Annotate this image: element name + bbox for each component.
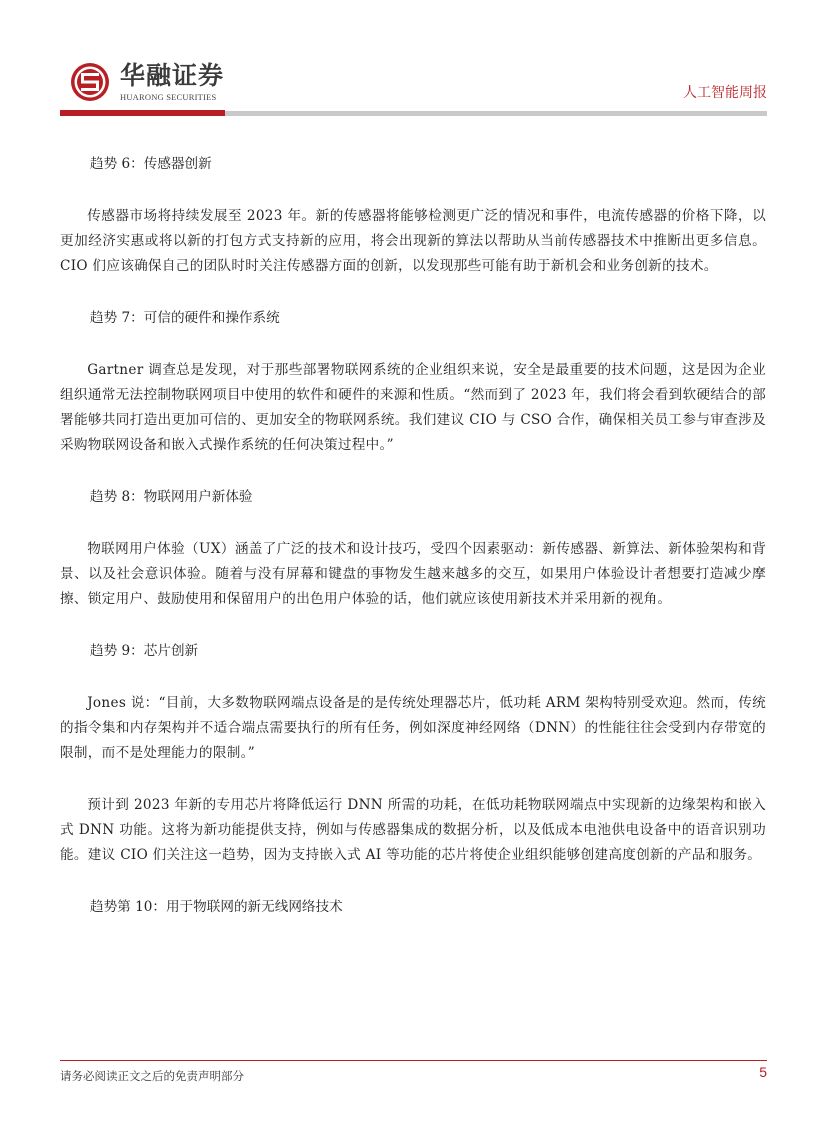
report-type-label: 人工智能周报 [683, 85, 767, 101]
huarong-logo-icon [70, 62, 110, 102]
footer-disclaimer: 请务必阅读正文之后的免责声明部分 [60, 1069, 244, 1083]
header-rule-accent [60, 110, 225, 116]
paragraph: 预计到 2023 年新的专用芯片将降低运行 DNN 所需的功耗，在低功耗物联网端点中实现新的边缘架构和嵌入式 DNN 功能。这将为新功能提供支持，例如与传感器集成的数据分析，以及低成本电池供电设备中的语音识别功能。建议 CIO 们关注这一趋势，因为支持嵌入式 AI 等功能的芯片将使企业组织能够创建高度创新的产品和服务。 [60, 797, 766, 863]
section-trend-8 [60, 485, 766, 612]
section-heading: 趋势 6：传感器创新 [90, 156, 212, 172]
company-name-en: HUARONG SECURITIES [120, 92, 217, 102]
document-body [60, 152, 766, 947]
section-trend-6 [60, 152, 766, 279]
paragraph: Jones 说：“目前，大多数物联网端点设备是的是传统处理器芯片，低功耗 ARM 架构特别受欢迎。然而，传统的指令集和内存架构并不适合端点需要执行的所有任务，例如深度神经网络（DNN）的性能往往会受到内存带宽的限制，而不是处理能力的限制。” [60, 695, 766, 761]
paragraph: Gartner 调查总是发现，对于那些部署物联网系统的企业组织来说，安全是最重要的技术问题，这是因为企业组织通常无法控制物联网项目中使用的软件和硬件的来源和性质。“然而到了 2023 年，我们将会看到软硬结合的部署能够共同打造出更加可信的、更加安全的物联网系统。我们建议 CIO 与 CSO 合作，确保相关员工参与审查涉及采购物联网设备和嵌入式操作系统的任何决策过程中。” [60, 362, 766, 453]
paragraph: 传感器市场将持续发展至 2023 年。新的传感器将能够检测更广泛的情况和事件，电流传感器的价格下降，以更加经济实惠或将以新的打包方式支持新的应用，将会出现新的算法以帮助从当前传感器技术中推断出更多信息。CIO 们应该确保自己的团队时时关注传感器方面的创新，以发现那些可能有助于新机会和业务创新的技术。 [60, 208, 766, 274]
section-heading: 趋势 8：物联网用户新体验 [90, 489, 253, 505]
section-trend-7 [60, 306, 766, 458]
section-trend-10 [60, 895, 766, 920]
header-rule [225, 111, 767, 116]
footer-rule [60, 1060, 767, 1061]
section-trend-9 [60, 639, 766, 868]
company-name-cn: 华融证券 [120, 61, 225, 90]
section-heading: 趋势第 10：用于物联网的新无线网络技术 [90, 899, 343, 915]
section-heading: 趋势 7：可信的硬件和操作系统 [90, 310, 280, 326]
paragraph: 物联网用户体验（UX）涵盖了广泛的技术和设计技巧，受四个因素驱动：新传感器、新算法、新体验架构和背景、以及社会意识体验。随着与没有屏幕和键盘的事物发生越来越多的交互，如果用户体验设计者想要打造减少摩擦、锁定用户、鼓励使用和保留用户的出色用户体验的话，他们就应该使用新技术并采用新的视角。 [60, 541, 766, 607]
page-number: 5 [759, 1064, 767, 1080]
section-heading: 趋势 9：芯片创新 [90, 643, 199, 659]
